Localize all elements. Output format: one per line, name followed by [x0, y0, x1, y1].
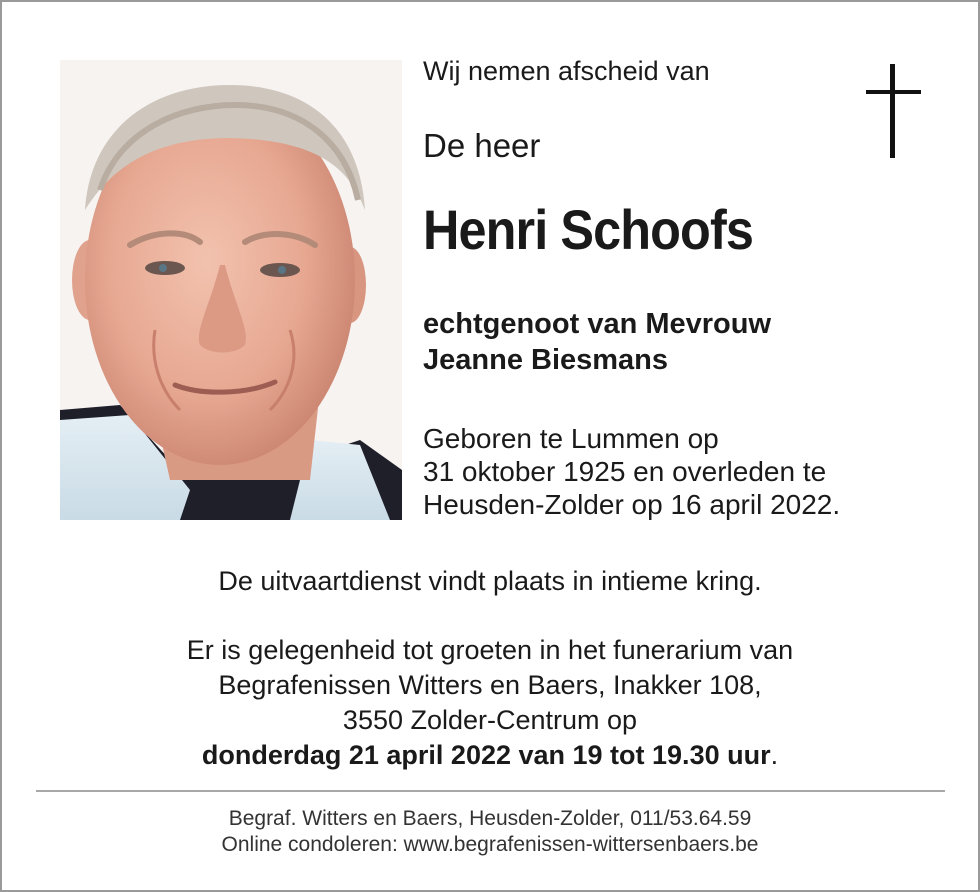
visitation-line-3: 3550 Zolder-Centrum op	[342, 705, 638, 735]
spouse-line-1: echtgenoot van Mevrouw	[423, 308, 772, 340]
spouse-info	[423, 306, 771, 378]
birth-line-3: Heusden-Zolder op 16 april 2022.	[423, 489, 841, 520]
birth-death-info	[423, 422, 840, 521]
divider	[36, 790, 945, 792]
birth-line-1: Geboren te Lummen op	[423, 423, 719, 454]
funeral-home-contact: Begraf. Witters en Baers, Heusden-Zolder, 011/53.64.59	[228, 807, 752, 830]
visitation-line-1: Er is gelegenheid tot groeten in het funerarium van	[186, 635, 794, 665]
cross-icon	[866, 64, 921, 158]
visitation-datetime-line	[0, 738, 980, 773]
visitation-datetime: donderdag 21 april 2022 van 19 tot 19.30 uur	[201, 740, 771, 770]
online-condolence-link[interactable]: Online condoleren: www.begrafenissen-wittersenbaers.be	[221, 833, 759, 856]
honorific: De heer	[423, 127, 541, 164]
portrait-photo	[60, 60, 402, 520]
deceased-name: Henri Schoofs	[423, 198, 753, 261]
visitation-line-2: Begrafenissen Witters en Baers, Inakker 108,	[218, 670, 762, 700]
visitation-info	[0, 633, 980, 773]
service-notice: De uitvaartdienst vindt plaats in intieme kring.	[218, 566, 762, 596]
spouse-line-2: Jeanne Biesmans	[423, 344, 669, 376]
birth-line-2: 31 oktober 1925 en overleden te	[423, 456, 827, 487]
visitation-period: .	[770, 740, 779, 770]
intro-text: Wij nemen afscheid van	[423, 56, 710, 86]
footer	[0, 806, 980, 858]
